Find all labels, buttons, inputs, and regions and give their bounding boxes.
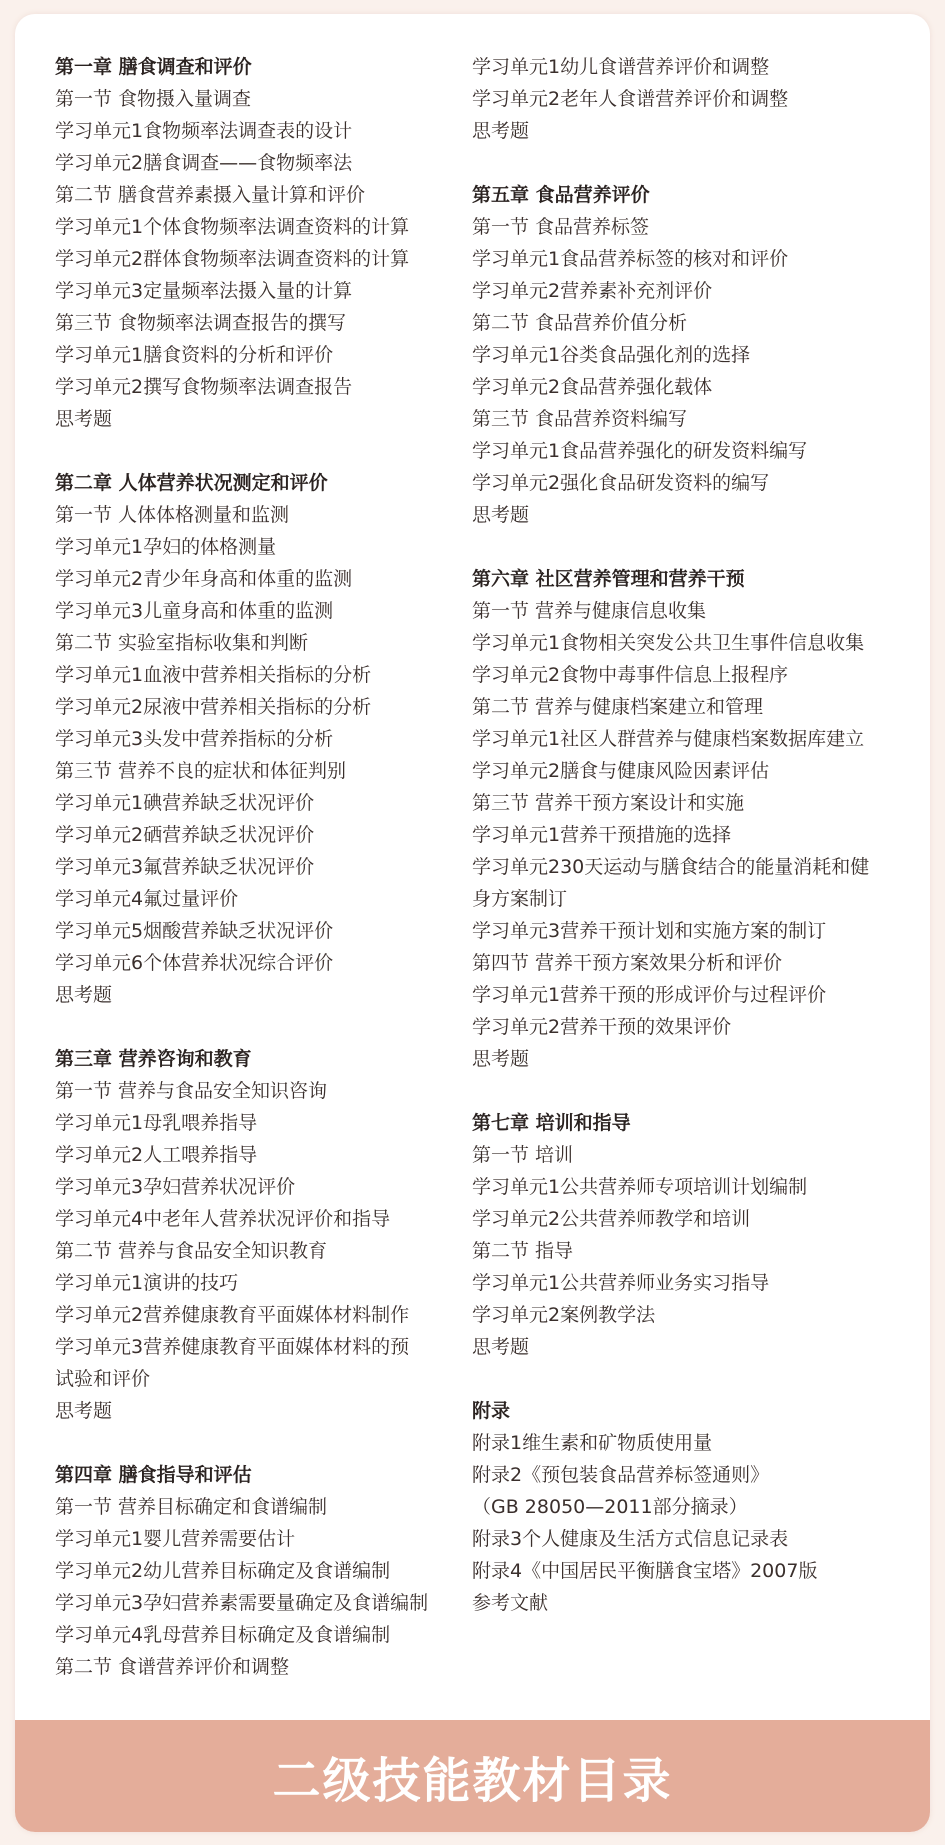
toc-entry: 学习单元2尿液中营养相关指标的分析 — [55, 696, 372, 718]
toc-entry: 思考题 — [472, 1336, 530, 1358]
toc-entry: 第一节 食物摄入量调查 — [55, 88, 252, 110]
toc-entry: 学习单元2人工喂养指导 — [55, 1144, 258, 1166]
footer-banner — [15, 1720, 930, 1832]
toc-entry: 第二节 食谱营养评价和调整 — [55, 1656, 290, 1678]
section-gap — [472, 1363, 927, 1395]
toc-entry: 第三节 食品营养资料编写 — [472, 408, 688, 430]
toc-entry: 学习单元3氟营养缺乏状况评价 — [55, 856, 315, 878]
toc-entry: 学习单元3孕妇营养素需要量确定及食谱编制 — [55, 1592, 429, 1614]
toc-entry: 学习单元2食品营养强化载体 — [472, 376, 713, 398]
toc-entry: 参考文献 — [472, 1592, 549, 1614]
toc-entry: 第四节 营养干预方案效果分析和评价 — [472, 952, 783, 974]
toc-entry: 身方案制订 — [472, 888, 568, 910]
toc-entry: 学习单元3营养健康教育平面媒体材料的预 — [55, 1336, 410, 1358]
toc-entry: 学习单元230天运动与膳食结合的能量消耗和健 — [472, 856, 870, 878]
toc-entry: （GB 28050—2011部分摘录） — [472, 1496, 748, 1518]
toc-entry: 学习单元1婴儿营养需要估计 — [55, 1528, 296, 1550]
chapter-heading: 第六章 社区营养管理和营养干预 — [472, 568, 745, 590]
toc-entry: 学习单元2营养素补充剂评价 — [472, 280, 713, 302]
toc-entry: 学习单元1公共营养师业务实习指导 — [472, 1272, 770, 1294]
toc-entry: 学习单元3孕妇营养状况评价 — [55, 1176, 296, 1198]
toc-entry: 学习单元1孕妇的体格测量 — [55, 536, 277, 558]
chapter-heading: 第四章 膳食指导和评估 — [55, 1464, 252, 1486]
toc-entry: 学习单元1碘营养缺乏状况评价 — [55, 792, 315, 814]
toc-right-column — [472, 51, 927, 1619]
chapter-heading: 第五章 食品营养评价 — [472, 184, 650, 206]
toc-entry: 学习单元1血液中营养相关指标的分析 — [55, 664, 372, 686]
toc-entry: 思考题 — [55, 984, 113, 1006]
toc-entry: 附录2《预包装食品营养标签通则》 — [472, 1464, 770, 1486]
toc-entry: 学习单元1幼儿食谱营养评价和调整 — [472, 56, 770, 78]
toc-entry: 学习单元2膳食与健康风险因素评估 — [472, 760, 770, 782]
toc-entry: 学习单元2案例教学法 — [472, 1304, 656, 1326]
toc-entry: 第二节 膳食营养素摄入量计算和评价 — [55, 184, 366, 206]
toc-entry: 学习单元2青少年身高和体重的监测 — [55, 568, 353, 590]
toc-entry: 学习单元1食品营养强化的研发资料编写 — [472, 440, 808, 462]
section-gap — [55, 435, 475, 467]
toc-entry: 思考题 — [472, 1048, 530, 1070]
toc-entry: 第二节 实验室指标收集和判断 — [55, 632, 309, 654]
toc-entry: 学习单元1食物频率法调查表的设计 — [55, 120, 353, 142]
toc-entry: 学习单元2老年人食谱营养评价和调整 — [472, 88, 789, 110]
toc-entry: 学习单元1食品营养标签的核对和评价 — [472, 248, 789, 270]
toc-entry: 学习单元1营养干预的形成评价与过程评价 — [472, 984, 827, 1006]
toc-entry: 学习单元2营养健康教育平面媒体材料制作 — [55, 1304, 410, 1326]
toc-entry: 学习单元3头发中营养指标的分析 — [55, 728, 334, 750]
section-gap — [472, 531, 927, 563]
toc-entry: 学习单元1膳食资料的分析和评价 — [55, 344, 334, 366]
toc-entry: 附录1维生素和矿物质使用量 — [472, 1432, 713, 1454]
toc-entry: 第三节 营养不良的症状和体征判别 — [55, 760, 347, 782]
chapter-heading: 第七章 培训和指导 — [472, 1112, 631, 1134]
toc-card — [15, 14, 930, 1832]
toc-entry: 第三节 食物频率法调查报告的撰写 — [55, 312, 347, 334]
toc-entry: 学习单元4氟过量评价 — [55, 888, 239, 910]
toc-entry: 附录3个人健康及生活方式信息记录表 — [472, 1528, 789, 1550]
toc-entry: 试验和评价 — [55, 1368, 151, 1390]
toc-entry: 学习单元2幼儿营养目标确定及食谱编制 — [55, 1560, 391, 1582]
chapter-heading: 第二章 人体营养状况测定和评价 — [55, 472, 328, 494]
toc-entry: 学习单元2膳食调查——食物频率法 — [55, 152, 353, 174]
toc-left-column — [55, 51, 475, 1683]
toc-entry: 思考题 — [472, 120, 530, 142]
toc-entry: 学习单元1营养干预措施的选择 — [472, 824, 732, 846]
toc-entry: 学习单元3营养干预计划和实施方案的制订 — [472, 920, 827, 942]
toc-entry: 第二节 食品营养价值分析 — [472, 312, 688, 334]
toc-entry: 学习单元6个体营养状况综合评价 — [55, 952, 334, 974]
toc-entry: 学习单元2公共营养师教学和培训 — [472, 1208, 751, 1230]
toc-entry: 思考题 — [472, 504, 530, 526]
toc-entry: 学习单元3定量频率法摄入量的计算 — [55, 280, 353, 302]
toc-entry: 学习单元2营养干预的效果评价 — [472, 1016, 732, 1038]
toc-entry: 学习单元2群体食物频率法调查资料的计算 — [55, 248, 410, 270]
toc-entry: 学习单元5烟酸营养缺乏状况评价 — [55, 920, 334, 942]
toc-entry: 第一节 营养与健康信息收集 — [472, 600, 707, 622]
toc-entry: 第一节 营养目标确定和食谱编制 — [55, 1496, 328, 1518]
toc-entry: 思考题 — [55, 1400, 113, 1422]
section-gap — [472, 1075, 927, 1107]
toc-entry: 学习单元1公共营养师专项培训计划编制 — [472, 1176, 808, 1198]
toc-entry: 学习单元1个体食物频率法调查资料的计算 — [55, 216, 410, 238]
toc-entry: 思考题 — [55, 408, 113, 430]
section-gap — [472, 147, 927, 179]
toc-entry: 第一节 培训 — [472, 1144, 574, 1166]
toc-entry: 第三节 营养干预方案设计和实施 — [472, 792, 745, 814]
toc-entry: 学习单元4中老年人营养状况评价和指导 — [55, 1208, 391, 1230]
toc-entry: 第一节 食品营养标签 — [472, 216, 650, 238]
toc-entry: 第二节 营养与食品安全知识教育 — [55, 1240, 328, 1262]
footer-title: 二级技能教材目录 — [272, 1752, 673, 1809]
toc-entry: 学习单元4乳母营养目标确定及食谱编制 — [55, 1624, 391, 1646]
toc-entry: 学习单元1社区人群营养与健康档案数据库建立 — [472, 728, 865, 750]
toc-entry: 学习单元1食物相关突发公共卫生事件信息收集 — [472, 632, 865, 654]
toc-entry: 学习单元2强化食品研发资料的编写 — [472, 472, 770, 494]
toc-entry: 学习单元3儿童身高和体重的监测 — [55, 600, 334, 622]
toc-entry: 第一节 人体体格测量和监测 — [55, 504, 290, 526]
toc-entry: 学习单元2撰写食物频率法调查报告 — [55, 376, 353, 398]
toc-entry: 学习单元1谷类食品强化剂的选择 — [472, 344, 751, 366]
section-gap — [55, 1011, 475, 1043]
toc-entry: 学习单元1演讲的技巧 — [55, 1272, 239, 1294]
chapter-heading: 附录 — [472, 1400, 511, 1422]
toc-entry: 第一节 营养与食品安全知识咨询 — [55, 1080, 328, 1102]
toc-entry: 学习单元2食物中毒事件信息上报程序 — [472, 664, 789, 686]
section-gap — [55, 1427, 475, 1459]
chapter-heading: 第三章 营养咨询和教育 — [55, 1048, 252, 1070]
toc-entry: 第二节 营养与健康档案建立和管理 — [472, 696, 764, 718]
chapter-heading: 第一章 膳食调查和评价 — [55, 56, 252, 78]
toc-entry: 学习单元1母乳喂养指导 — [55, 1112, 258, 1134]
toc-entry: 学习单元2硒营养缺乏状况评价 — [55, 824, 315, 846]
toc-entry: 附录4《中国居民平衡膳食宝塔》2007版 — [472, 1560, 818, 1582]
toc-entry: 第二节 指导 — [472, 1240, 574, 1262]
